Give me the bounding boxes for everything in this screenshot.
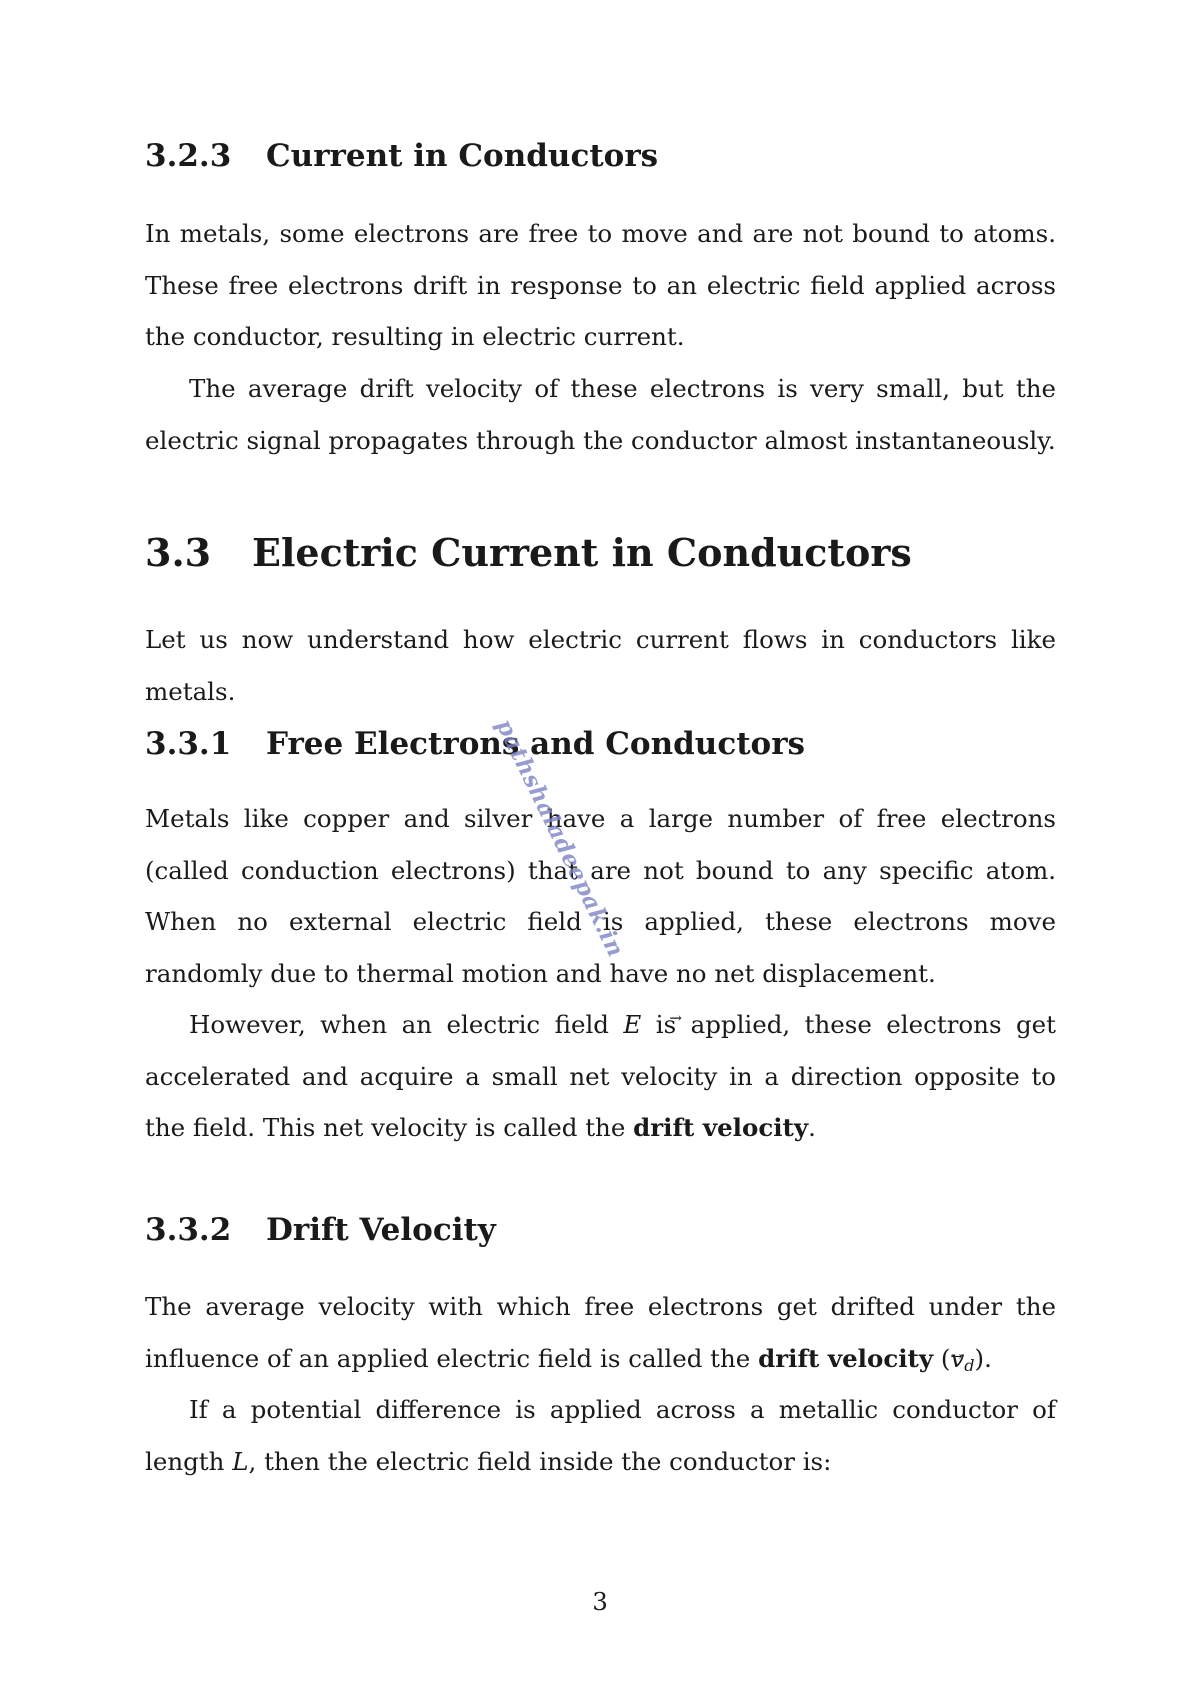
heading-3-3 bbox=[145, 530, 912, 575]
section-number: 3.3.2 bbox=[145, 1212, 232, 1248]
watermark: pathshaladeepak.in bbox=[490, 714, 630, 962]
paragraph: In metals, some electrons are free to move and are not bound to atoms. These free electrons drift in response to an electric field applied across the conductor, resulting in electric current. bbox=[145, 219, 1056, 351]
section-number: 3.3.1 bbox=[145, 726, 232, 762]
electric-field-symbol: → E bbox=[623, 1010, 641, 1039]
paragraph: The average drift velocity of these electrons is very small, but the electric signal propagates through the conductor almost instantaneously. bbox=[145, 374, 1056, 455]
term-drift-velocity: drift velocity bbox=[633, 1113, 809, 1142]
paragraph: Let us now understand how electric current flows in conductors like metals. bbox=[145, 625, 1056, 706]
paragraph: Metals like copper and silver have a large number of free electrons (called conduction electrons) that are not bound to any specific atom. When no external electric field is applied, these electrons move randomly due to thermal motion and have no net displacement. bbox=[145, 804, 1056, 988]
paragraph: However, when an electric field → E is applied, these electrons get accelerated and acquire a small net velocity in a direction opposite to the field. This net velocity is called the drift velocity. bbox=[145, 999, 1056, 1154]
section-title: Current in Conductors bbox=[266, 138, 659, 174]
page-number: 3 bbox=[592, 1587, 608, 1616]
term-drift-velocity: drift velocity bbox=[758, 1343, 934, 1373]
section-number: 3.3 bbox=[145, 530, 212, 575]
section-title: Electric Current in Conductors bbox=[252, 530, 912, 575]
section-title: Free Electrons and Conductors bbox=[266, 726, 806, 762]
drift-velocity-symbol: → $v_d$ bbox=[950, 1344, 974, 1373]
paragraph: If a potential difference is applied across a metallic conductor of length L, then the electric field inside the conductor is: bbox=[145, 1395, 1056, 1476]
length-symbol: L bbox=[232, 1446, 249, 1476]
heading-3-3-1 bbox=[145, 726, 805, 762]
section-title: Drift Velocity bbox=[266, 1212, 496, 1248]
heading-3-3-2 bbox=[145, 1212, 496, 1248]
paragraph: The average velocity with which free electrons get drifted under the influence of an applied electric field is called the drift velocity (→ $v_d$). bbox=[145, 1281, 1056, 1391]
heading-3-2-3 bbox=[145, 138, 658, 174]
section-number: 3.2.3 bbox=[145, 138, 232, 174]
